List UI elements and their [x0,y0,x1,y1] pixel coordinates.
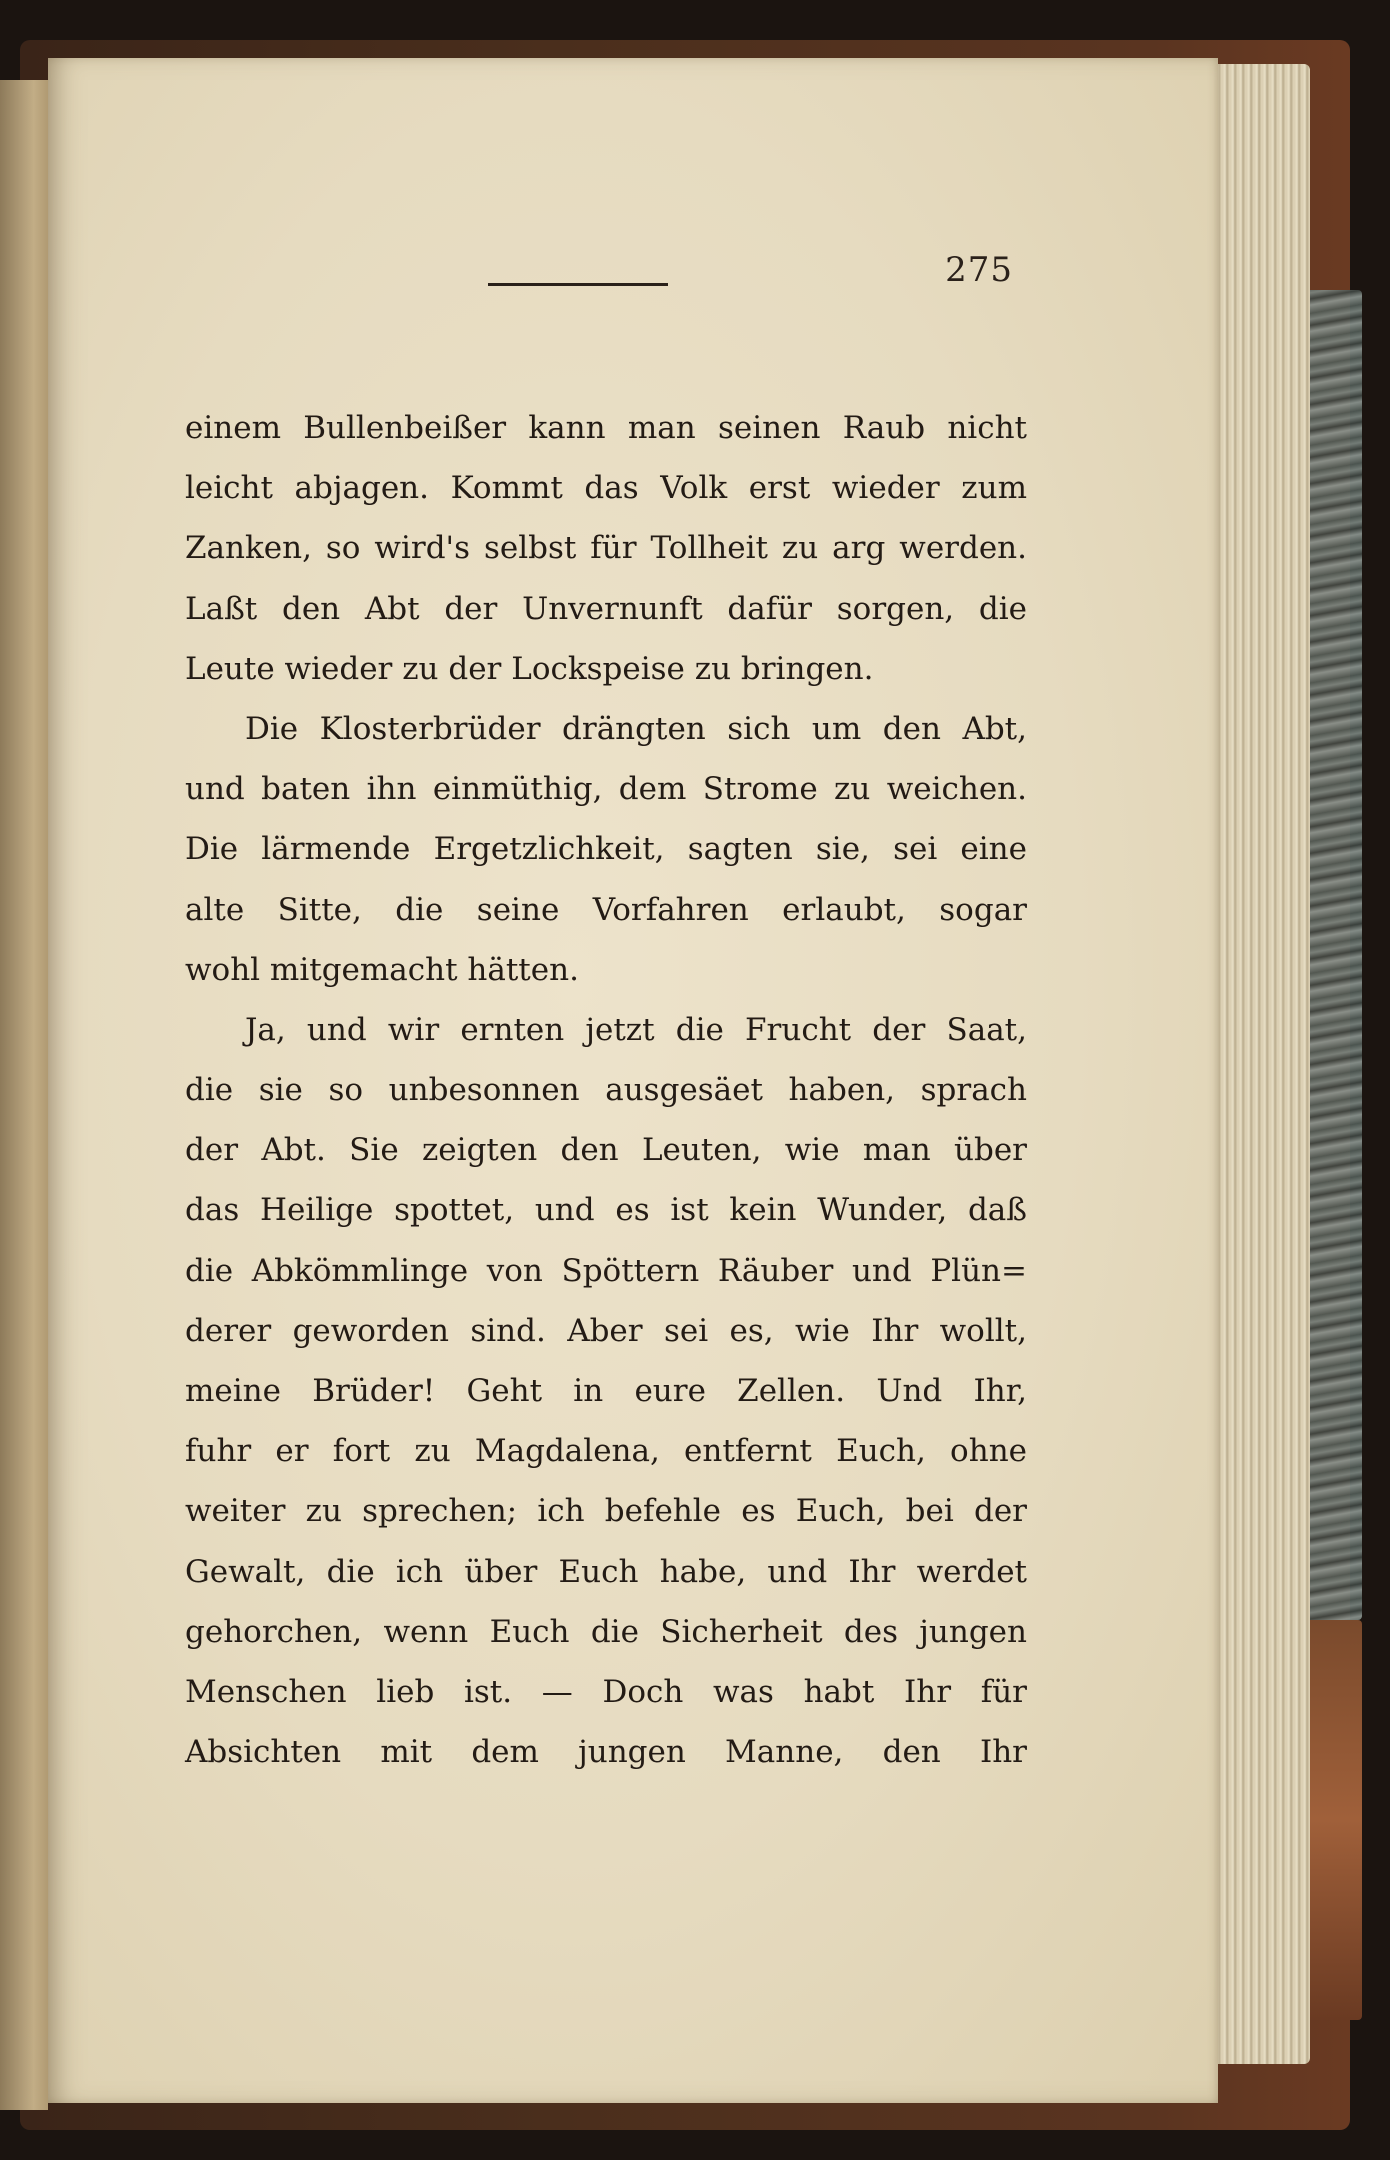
text-line: gehorchen, wenn Euch die Sicherheit des jungen [185,1613,1027,1650]
text-line: Laßt den Abt der Unvernunft dafür sorgen, die [185,590,1027,627]
text-line: das Heilige spottet, und es ist kein Wunder, daß [185,1192,1027,1229]
text-line: alte Sitte, die seine Vorfahren erlaubt, sogar [185,891,1027,928]
text-line: Zanken, so wird's selbst für Tollheit zu arg werden. [185,530,1027,567]
text-line: meine Brüder! Geht in eure Zellen. Und Ihr, [185,1373,1027,1409]
text-line: Die lärmende Ergetzlichkeit, sagten sie, sei eine [185,831,1027,868]
text-line: Die Klosterbrüder drängten sich um den Abt, [245,710,1027,747]
text-line: die Abkömmlinge von Spöttern Räuber und Plün= [185,1252,1027,1289]
text-line: einem Bullenbeißer kann man seinen Raub nicht [185,410,1027,446]
body-text [185,398,1027,1782]
text-line: fuhr er fort zu Magdalena, entfernt Euch, ohne [185,1433,1027,1470]
text-line: Leute wieder zu der Lockspeise zu bringen. [185,650,874,687]
text-line: die sie so unbesonnen ausgesäet haben, sprach [185,1072,1027,1109]
text-line: wohl mitgemacht hätten. [185,951,579,988]
text-line: weiter zu sprechen; ich befehle es Euch, bei der [185,1493,1027,1530]
text-line: Menschen lieb ist. — Doch was habt Ihr für [185,1673,1027,1710]
header-rule [488,283,668,286]
text-line: Absichten mit dem jungen Manne, den Ihr [185,1734,1027,1771]
text-line: derer geworden sind. Aber sei es, wie Ihr wollt, [185,1312,1027,1349]
text-line: der Abt. Sie zeigten den Leuten, wie man über [185,1132,1027,1169]
book-page [48,58,1218,2103]
text-line: leicht abjagen. Kommt das Volk erst wieder zum [185,470,1027,507]
left-page-edge [0,80,48,2110]
text-line: und baten ihn einmüthig, dem Strome zu weichen. [185,771,1027,808]
text-line: Ja, und wir ernten jetzt die Frucht der Saat, [245,1011,1027,1048]
text-line: Gewalt, die ich über Euch habe, und Ihr werdet [185,1553,1027,1590]
page-number: 275 [945,250,1013,290]
